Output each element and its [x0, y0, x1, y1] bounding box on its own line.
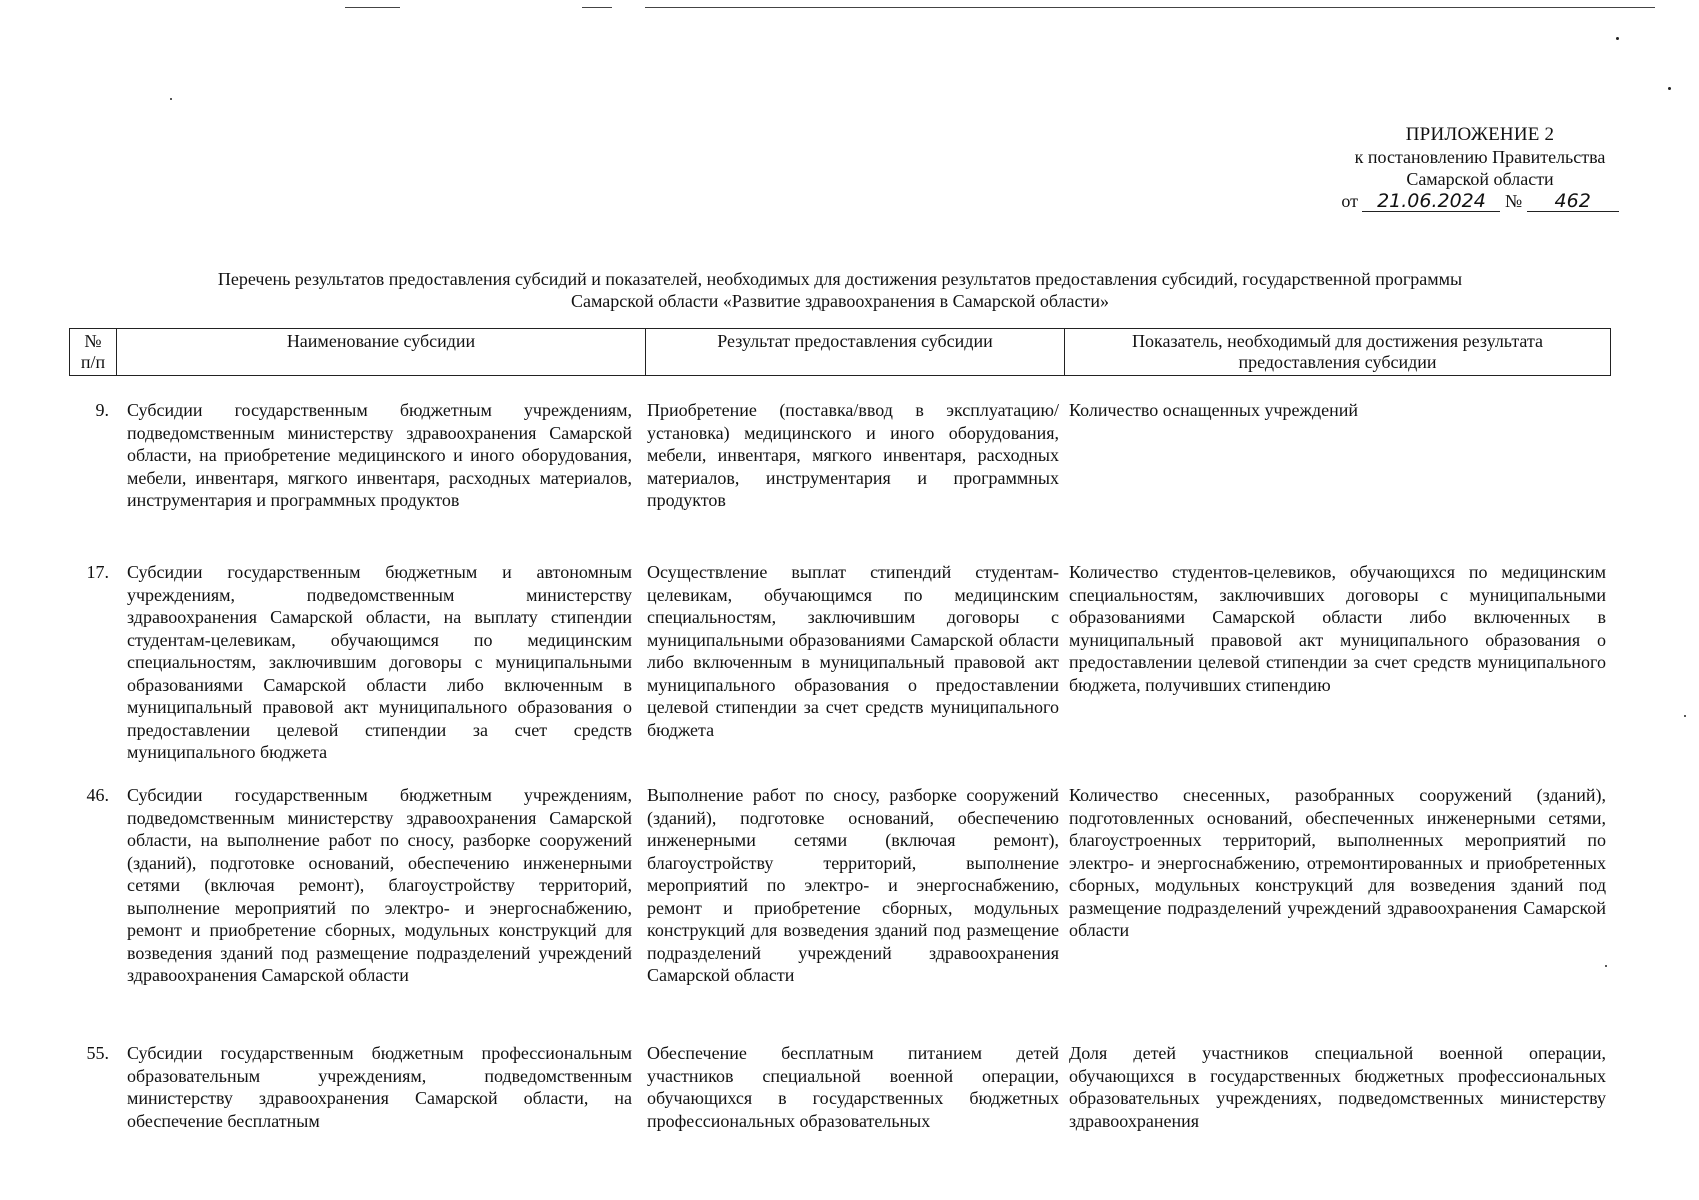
- appendix-title: ПРИЛОЖЕНИЕ 2: [1405, 124, 1555, 145]
- appendix-line-2: Самарской области: [1406, 169, 1554, 189]
- header-num-abbrev: п/п: [80, 352, 106, 372]
- scan-speck: [170, 98, 172, 100]
- row-number: 55.: [86, 1043, 109, 1063]
- number-prefix: №: [1504, 191, 1523, 211]
- scan-speck: [1684, 715, 1686, 717]
- subsidy-result: Осуществление выплат стипендий студентам-целевикам, обучающимся по медицинским специальностям, заключившим договоры с муниципальными образованиями Самарской области либо включенным в муниципальный правовой акт муниципального образования о предоставлении целевой стипендии за счет средств муниципального бюджета: [647, 562, 1059, 740]
- subsidy-result: Выполнение работ по сносу, разборке сооружений (зданий), подготовке оснований, обеспечению инженерными сетями (включая ремонт), благоустройству территорий, выполнение мероприятий по электро- и энергоснабжению, ремонт и приобретение сборных, модульных конструкций для возведения зданий под размещение подразделений учреждений здравоохранения Самарской области: [647, 785, 1059, 985]
- subsidy-indicator: Количество снесенных, разобранных сооружений (зданий), подготовленных оснований, обеспеченных инженерными сетями, благоустроенных территорий, выполненных мероприятий по электро- и энергоснабжению, отремонтированных и приобретенных сборных, модульных конструкций для возведения зданий под размещение подразделений учреждений здравоохранения Самарской области: [1069, 785, 1606, 940]
- appendix-line-1: к постановлению Правительства: [1354, 147, 1606, 167]
- document-title: [60, 268, 1620, 312]
- scan-edge-line: [345, 7, 400, 8]
- scan-edge-line: [582, 7, 612, 8]
- header-indicator-cell: Показатель, необходимый для достижения результата предоставления субсидии: [1065, 329, 1611, 376]
- handwritten-number: 462: [1527, 191, 1619, 212]
- subsidy-result: Приобретение (поставка/ввод в эксплуатацию/ установка) медицинского и иного оборудования, мебели, инвентаря, мягкого инвентаря, расходных материалов, инструментария и программных продуктов: [647, 400, 1059, 510]
- subsidy-indicator: Количество оснащенных учреждений: [1069, 400, 1359, 420]
- row-number: 9.: [95, 400, 109, 420]
- subsidy-indicator: Количество студентов-целевиков, обучающихся по медицинским специальностям, заключивших договоры с муниципальными образованиями Самарской области либо включенных в муниципальный правовой акт муниципального образования о предоставлении целевой стипендии за счет средств муниципального бюджета, получивших стипендию: [1069, 562, 1606, 695]
- table-header: [69, 328, 1611, 376]
- subsidy-indicator: Доля детей участников специальной военной операции, обучающихся в государственных бюджетных профессиональных образовательных учреждениях, подведомственных министерству здравоохранения: [1069, 1043, 1606, 1131]
- header-num-cell: [70, 329, 117, 376]
- subsidy-name: Субсидии государственным бюджетным учреждениям, подведомственным министерству здравоохранения Самарской области, на приобретение медицинского и иного оборудования, мебели, инвентаря, мягкого инвентаря, расходных материалов, инструментария и программных продуктов: [127, 400, 632, 510]
- document-title-line-2: Самарской области «Развитие здравоохранения в Самарской области»: [571, 291, 1109, 311]
- scan-edge-line: [645, 7, 1655, 8]
- header-result-cell: Результат предоставления субсидии: [646, 329, 1065, 376]
- scan-speck: [1605, 965, 1607, 967]
- handwritten-date: 21.06.2024: [1362, 191, 1500, 212]
- document-title-line-1: Перечень результатов предоставления субсидий и показателей, необходимых для достижения результатов предоставления субсидий, государственной программы: [217, 269, 1463, 289]
- scan-speck: [1616, 37, 1619, 40]
- header-name-cell: Наименование субсидии: [117, 329, 646, 376]
- subsidy-name: Субсидии государственным бюджетным профессиональным образовательным учреждениям, подведомственным министерству здравоохранения Самарской области, на обеспечение бесплатным: [127, 1043, 632, 1131]
- subsidy-name: Субсидии государственным бюджетным и автономным учреждениям, подведомственным министерству здравоохранения Самарской области, на выплату стипендии студентам-целевикам, обучающимся по медицинским специальностям, заключившим договоры с муниципальными образованиями Самарской области либо включенным в муниципальный правовой акт муниципального образования о предоставлении целевой стипендии за счет средств муниципального бюджета: [127, 562, 632, 762]
- row-number: 17.: [86, 562, 109, 582]
- appendix-date-line: [1280, 190, 1680, 212]
- scan-speck: [1668, 87, 1671, 90]
- appendix-header: [1280, 124, 1680, 212]
- header-num-symbol: №: [84, 331, 102, 351]
- date-prefix: от: [1341, 191, 1358, 211]
- row-number: 46.: [86, 785, 109, 805]
- subsidy-result: Обеспечение бесплатным питанием детей участников специальной военной операции, обучающихся в государственных бюджетных профессиональных образовательных: [647, 1043, 1059, 1131]
- subsidy-name: Субсидии государственным бюджетным учреждениям, подведомственным министерству здравоохранения Самарской области, на выполнение работ по сносу, разборке сооружений (зданий), подготовке оснований, обеспечению инженерными сетями (включая ремонт), благоустройству территорий, выполнение мероприятий по электро- и энергоснабжению, ремонт и приобретение сборных, модульных конструкций для возведения зданий под размещение подразделений учреждений здравоохранения Самарской области: [127, 785, 632, 985]
